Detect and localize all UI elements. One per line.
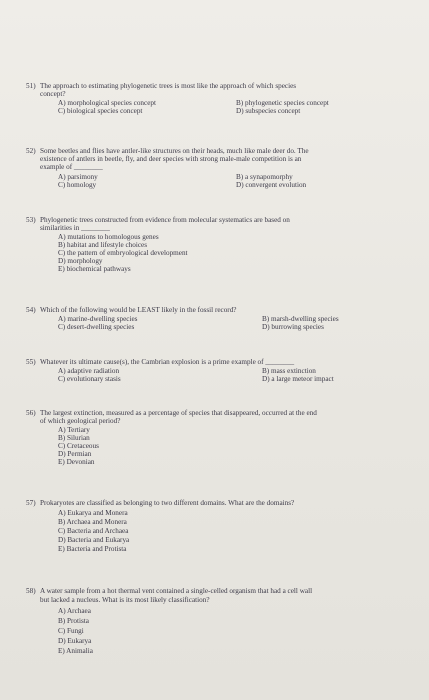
answer-option[interactable]: B) marsh-dwelling species — [262, 315, 339, 323]
answer-option[interactable]: C) desert-dwelling species — [58, 323, 135, 331]
answer-option[interactable]: A) Tertiary — [58, 426, 90, 434]
question-stem: Some beetles and flies have antler-like structures on their heads, much like male deer do. The — [40, 147, 309, 155]
answer-option[interactable]: C) biological species concept — [58, 107, 143, 115]
answer-option[interactable]: D) morphology — [58, 257, 103, 265]
question-stem: The approach to estimating phylogenetic trees is most like the approach of which species — [40, 82, 297, 90]
answer-option[interactable]: D) Eukarya — [58, 637, 92, 645]
question-stem: Which of the following would be LEAST likely in the fossil record? — [40, 306, 237, 314]
answer-option[interactable]: B) a synapomorphy — [236, 173, 293, 181]
answer-option[interactable]: A) Eukarya and Monera — [58, 509, 128, 517]
question-stem: of which geological period? — [40, 417, 121, 425]
answer-option[interactable]: A) Archaea — [58, 607, 91, 615]
question-stem: but lacked a nucleus. What is its most likely classification? — [40, 596, 210, 604]
answer-option[interactable]: D) Permian — [58, 450, 92, 458]
answer-option[interactable]: B) mass extinction — [262, 367, 316, 375]
question-stem: Phylogenetic trees constructed from evidence from molecular systematics are based on — [40, 216, 290, 224]
question-number: 55) — [26, 358, 36, 366]
question-number: 53) — [26, 216, 36, 224]
question-stem: existence of antlers in beetle, fly, and deer species with strong male-male competition is an — [40, 155, 302, 163]
question-number: 57) — [26, 499, 36, 507]
answer-option[interactable]: A) morphological species concept — [58, 99, 156, 107]
answer-option[interactable]: C) Bacteria and Archaea — [58, 527, 129, 535]
answer-option[interactable]: B) habitat and lifestyle choices — [58, 241, 148, 249]
question-stem: concept? — [40, 90, 66, 98]
question-number: 54) — [26, 306, 36, 314]
answer-option[interactable]: C) Cretaceous — [58, 442, 99, 450]
question-stem: similarities in ________ — [40, 224, 110, 232]
answer-option[interactable]: B) Protista — [58, 617, 89, 625]
answer-option[interactable]: C) Fungi — [58, 627, 84, 635]
question-stem: Whatever its ultimate cause(s), the Cambrian explosion is a prime example of ________ — [40, 358, 295, 366]
question-number: 56) — [26, 409, 36, 417]
question-stem: example of ________ — [40, 163, 103, 171]
answer-option[interactable]: C) evolutionary stasis — [58, 375, 121, 383]
answer-option[interactable]: E) Bacteria and Protista — [58, 545, 127, 553]
question-stem: A water sample from a hot thermal vent contained a single-celled organism that had a cell wall — [40, 587, 313, 595]
answer-option[interactable]: D) burrowing species — [262, 323, 324, 331]
answer-option[interactable]: A) marine-dwelling species — [58, 315, 138, 323]
answer-option[interactable]: E) Animalia — [58, 647, 93, 655]
answer-option[interactable]: E) biochemical pathways — [58, 265, 131, 273]
question-number: 58) — [26, 587, 36, 595]
answer-option[interactable]: B) Archaea and Monera — [58, 518, 127, 526]
answer-option[interactable]: D) a large meteor impact — [262, 375, 334, 383]
answer-option[interactable]: B) phylogenetic species concept — [236, 99, 329, 107]
question-stem: The largest extinction, measured as a percentage of species that disappeared, occurred at the end — [40, 409, 317, 417]
question-stem: Prokaryotes are classified as belonging to two different domains. What are the domains? — [40, 499, 295, 507]
question-number: 51) — [26, 82, 36, 90]
answer-option[interactable]: E) Devonian — [58, 458, 95, 466]
answer-option[interactable]: A) mutations to homologous genes — [58, 233, 159, 241]
answer-option[interactable]: D) convergent evolution — [236, 181, 307, 189]
answer-option[interactable]: C) the pattern of embryological development — [58, 249, 188, 257]
answer-option[interactable]: D) subspecies concept — [236, 107, 301, 115]
answer-option[interactable]: B) Silurian — [58, 434, 90, 442]
question-number: 52) — [26, 147, 36, 155]
answer-option[interactable]: A) adaptive radiation — [58, 367, 120, 375]
answer-option[interactable]: C) homology — [58, 181, 97, 189]
answer-option[interactable]: A) parsimony — [58, 173, 98, 181]
answer-option[interactable]: D) Bacteria and Eukarya — [58, 536, 130, 544]
